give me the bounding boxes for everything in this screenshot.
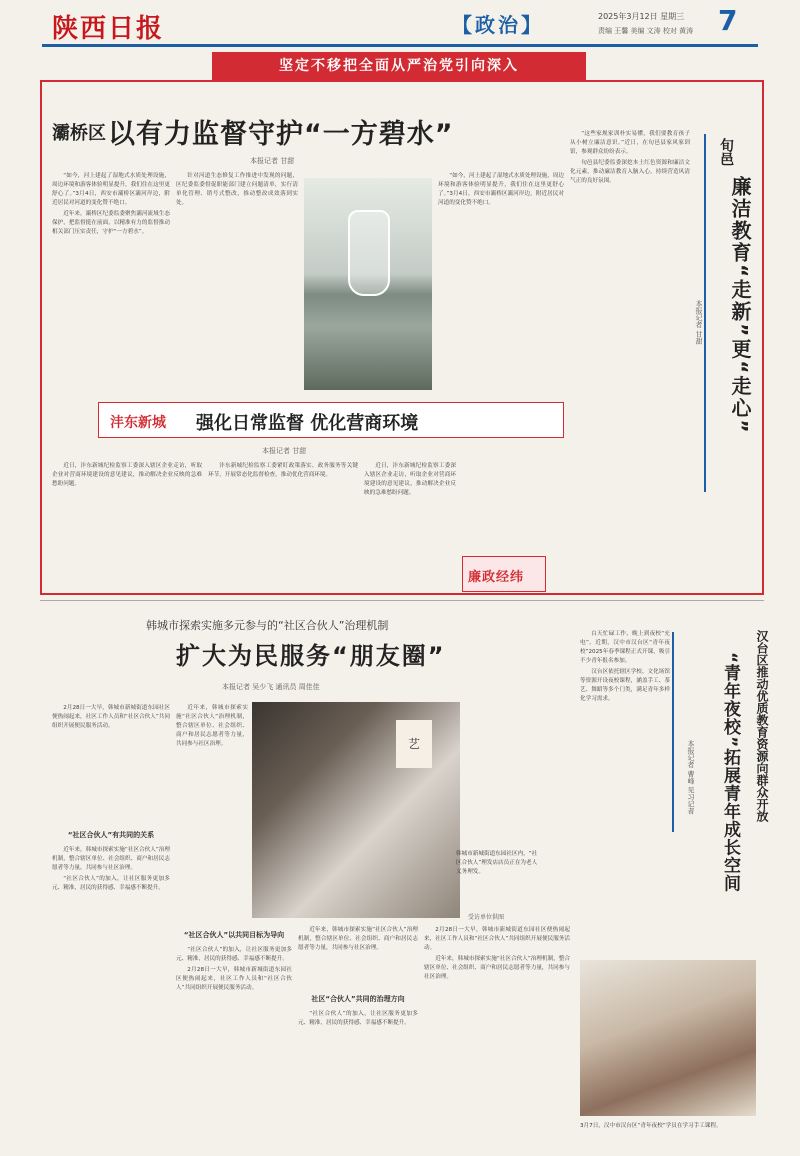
issue-date: 2025年3月12日 星期三 bbox=[598, 12, 685, 21]
paragraph: “如今，河上建起了湿地式水质处理设施，周边环境和游客体验明显提升，我们住在这里更舒心了。”3月4日，西安市灞桥区灞河岸边，附近居民对河道的变化赞不绝口。 bbox=[438, 173, 564, 206]
sub-article-column-3 bbox=[364, 462, 456, 586]
paragraph: 近年来，韩城市探索实施“社区合伙人”治理机制，整合辖区单位、社会组织、商户和居民志愿者等力量，共同参与社区治理。 bbox=[298, 927, 418, 951]
side-article-title: 廉洁教育“走新”更“走心” bbox=[728, 176, 752, 435]
sub-article-title: 强化日常监督 优化营商环境 bbox=[196, 413, 419, 434]
sample-flask-image bbox=[348, 210, 390, 296]
bottom-article-column-3b bbox=[298, 1010, 418, 1146]
topic-banner: 坚定不移把全面从严治党引向深入 bbox=[212, 52, 586, 80]
newspaper-logo: 陕西日报 bbox=[52, 14, 165, 44]
header-divider bbox=[42, 44, 758, 47]
right-photo-caption: 3月7日，汉中市汉台区“青年夜校”学员在学习手工课程。 bbox=[580, 1123, 722, 1129]
paragraph: 近年来，灞桥区纪委监委聚焦灞河流域生态保护，把监督挺在前面，以精准有力的监督推动相关部门压实责任，守护“一方碧水”。 bbox=[52, 211, 170, 235]
right-article-photo bbox=[580, 960, 756, 1116]
section-label: 【政治】 bbox=[452, 13, 544, 37]
side-article-district: 旬邑 bbox=[718, 138, 734, 166]
paragraph: 近年来，韩城市探索实施“社区合伙人”治理机制，整合辖区单位、社会组织、商户和居民志愿者等力量，共同参与社区治理。 bbox=[424, 956, 570, 980]
paragraph: “如今，河上建起了湿地式水质处理设施，周边环境和游客体验明显提升，我们住在这里更舒心了。”3月4日，西安市灞桥区灞河岸边，附近居民对河道的变化赞不绝口。 bbox=[52, 173, 170, 206]
right-article-rule bbox=[672, 632, 674, 832]
paragraph: “社区合伙人”的加入，让社区服务更加多元、精准，居民的获得感、幸福感不断提升。 bbox=[52, 876, 170, 891]
main-article-title: 以有力监督守护“一方碧水” bbox=[108, 119, 454, 150]
sub-article-column-1 bbox=[52, 462, 202, 586]
paragraph: 白天忙碌工作，晚上到夜校“充电”。近期，汉中市汉台区“青年夜校”2025年春季课程正式开课，吸引不少青年报名参加。 bbox=[580, 631, 670, 664]
column-badge-label: 廉政经纬 bbox=[468, 570, 525, 585]
bottom-article-subhead-2: “社区合伙人”以共同目标为导向 bbox=[183, 931, 285, 939]
right-article-byline: 本报记者 曹峰 见习记者 bbox=[687, 740, 695, 815]
paragraph: 2月28日一大早，韩城市新城街道东园社区便热闹起来，社区工作人员和“社区合伙人”共同组织开展便民服务活动。 bbox=[176, 967, 292, 991]
bottom-article-title: 扩大为民服务“朋友圈” bbox=[176, 642, 446, 670]
side-article-rule bbox=[704, 134, 706, 492]
paragraph: 近日，沣东新城纪检监察工委深入辖区企业走访，听取企业对营商环境建设的意见建议，推动解决企业反映的急难愁盼问题。 bbox=[364, 463, 456, 496]
bottom-article-subhead-1: “社区合伙人”有共同的关系 bbox=[67, 831, 155, 839]
bottom-article-column-2a bbox=[176, 704, 248, 924]
paragraph: 2月28日一大早，韩城市新城街道东园社区便热闹起来，社区工作人员和“社区合伙人”共同组织开展便民服务活动。 bbox=[424, 927, 570, 951]
main-article-district: 灞桥区 bbox=[52, 123, 106, 144]
right-article-column bbox=[580, 630, 670, 950]
bottom-photo-credit: 受访单位供图 bbox=[468, 914, 505, 921]
bottom-article-column-2b bbox=[176, 946, 292, 1146]
paragraph: 沣东新城纪检监察工委紧盯政策落实、政务服务等关键环节，开展常态化监督检查，推动优化营商环境。 bbox=[208, 463, 358, 478]
section-divider bbox=[40, 600, 764, 601]
paragraph: 2月28日一大早，韩城市新城街道东园社区便热闹起来，社区工作人员和“社区合伙人”共同组织开展便民服务活动。 bbox=[52, 705, 170, 729]
paragraph: “这些家规家训朴实易懂，我们要教育孩子从小树立廉洁意识。”近日，在旬邑县家风家训馆，参观群众纷纷表示。 bbox=[570, 131, 690, 155]
paragraph: 近日，沣东新城纪检监察工委深入辖区企业走访，听取企业对营商环境建设的意见建议，推动解决企业反映的急难愁盼问题。 bbox=[52, 463, 202, 487]
main-article-byline: 本报记者 甘甜 bbox=[250, 157, 295, 165]
main-article-column-3 bbox=[438, 172, 564, 396]
side-article-byline: 本报记者 甘甜 bbox=[695, 300, 703, 345]
right-article-eyebrow: 汉台区推动优质教育资源向群众开放 bbox=[755, 630, 769, 822]
bottom-article-column-4 bbox=[424, 926, 570, 1146]
paragraph: 近年来，韩城市探索实施“社区合伙人”治理机制，整合辖区单位、社会组织、商户和居民志愿者等力量，共同参与社区治理。 bbox=[52, 847, 170, 871]
bottom-article-column-3a bbox=[298, 926, 418, 986]
paragraph: 针对河道生态修复工作推进中发现的问题，区纪委监委督促职能部门建立问题清单，实行清单化管理、销号式整改，推动整改成效落到实处。 bbox=[176, 173, 298, 206]
side-article-column bbox=[570, 130, 690, 588]
paragraph: 近年来，韩城市探索实施“社区合伙人”治理机制，整合辖区单位、社会组织、商户和居民志愿者等力量，共同参与社区治理。 bbox=[176, 705, 248, 747]
bottom-article-byline: 本报记者 吴少飞 通讯员 周佳佳 bbox=[222, 683, 320, 691]
paragraph: 旬邑县纪委监委深挖本土红色资源和廉洁文化元素，推动廉洁教育入脑入心，持续营造风清气正的良好氛围。 bbox=[570, 160, 690, 184]
paragraph: “社区合伙人”的加入，让社区服务更加多元、精准，居民的获得感、幸福感不断提升。 bbox=[298, 1011, 418, 1026]
paragraph: 汉台区依托辖区学校、文化场馆等资源开设夜校课程，涵盖手工、茶艺、舞蹈等多个门类，满足青年多样化学习需求。 bbox=[580, 669, 670, 702]
sub-article-column-2 bbox=[208, 462, 358, 586]
bottom-article-column-1a bbox=[52, 704, 170, 824]
editor-credits: 责编 王馨 美编 文涛 校对 黄涛 bbox=[598, 27, 694, 35]
paragraph: “社区合伙人”的加入，让社区服务更加多元、精准，居民的获得感、幸福感不断提升。 bbox=[176, 947, 292, 962]
right-article-title: “青年夜校”拓展青年成长空间 bbox=[720, 652, 740, 893]
bottom-article-subhead-3: 社区“合伙人”共同的治理方向 bbox=[311, 995, 405, 1003]
main-article-column-1 bbox=[52, 172, 170, 396]
main-article-column-2 bbox=[176, 172, 298, 396]
sub-article-district: 沣东新城 bbox=[110, 415, 166, 431]
bottom-photo-caption: 韩城市新城街道东园社区内，“社区合伙人”理发店店员正在为老人义务理发。 bbox=[456, 851, 538, 875]
sub-article-byline: 本报记者 甘甜 bbox=[262, 447, 307, 455]
page-number: 7 bbox=[718, 4, 738, 37]
bottom-article-eyebrow: 韩城市探索实施多元参与的“社区合伙人”治理机制 bbox=[146, 619, 389, 632]
shop-sign: 艺 bbox=[396, 720, 432, 768]
bottom-article-column-1b bbox=[52, 846, 170, 1146]
